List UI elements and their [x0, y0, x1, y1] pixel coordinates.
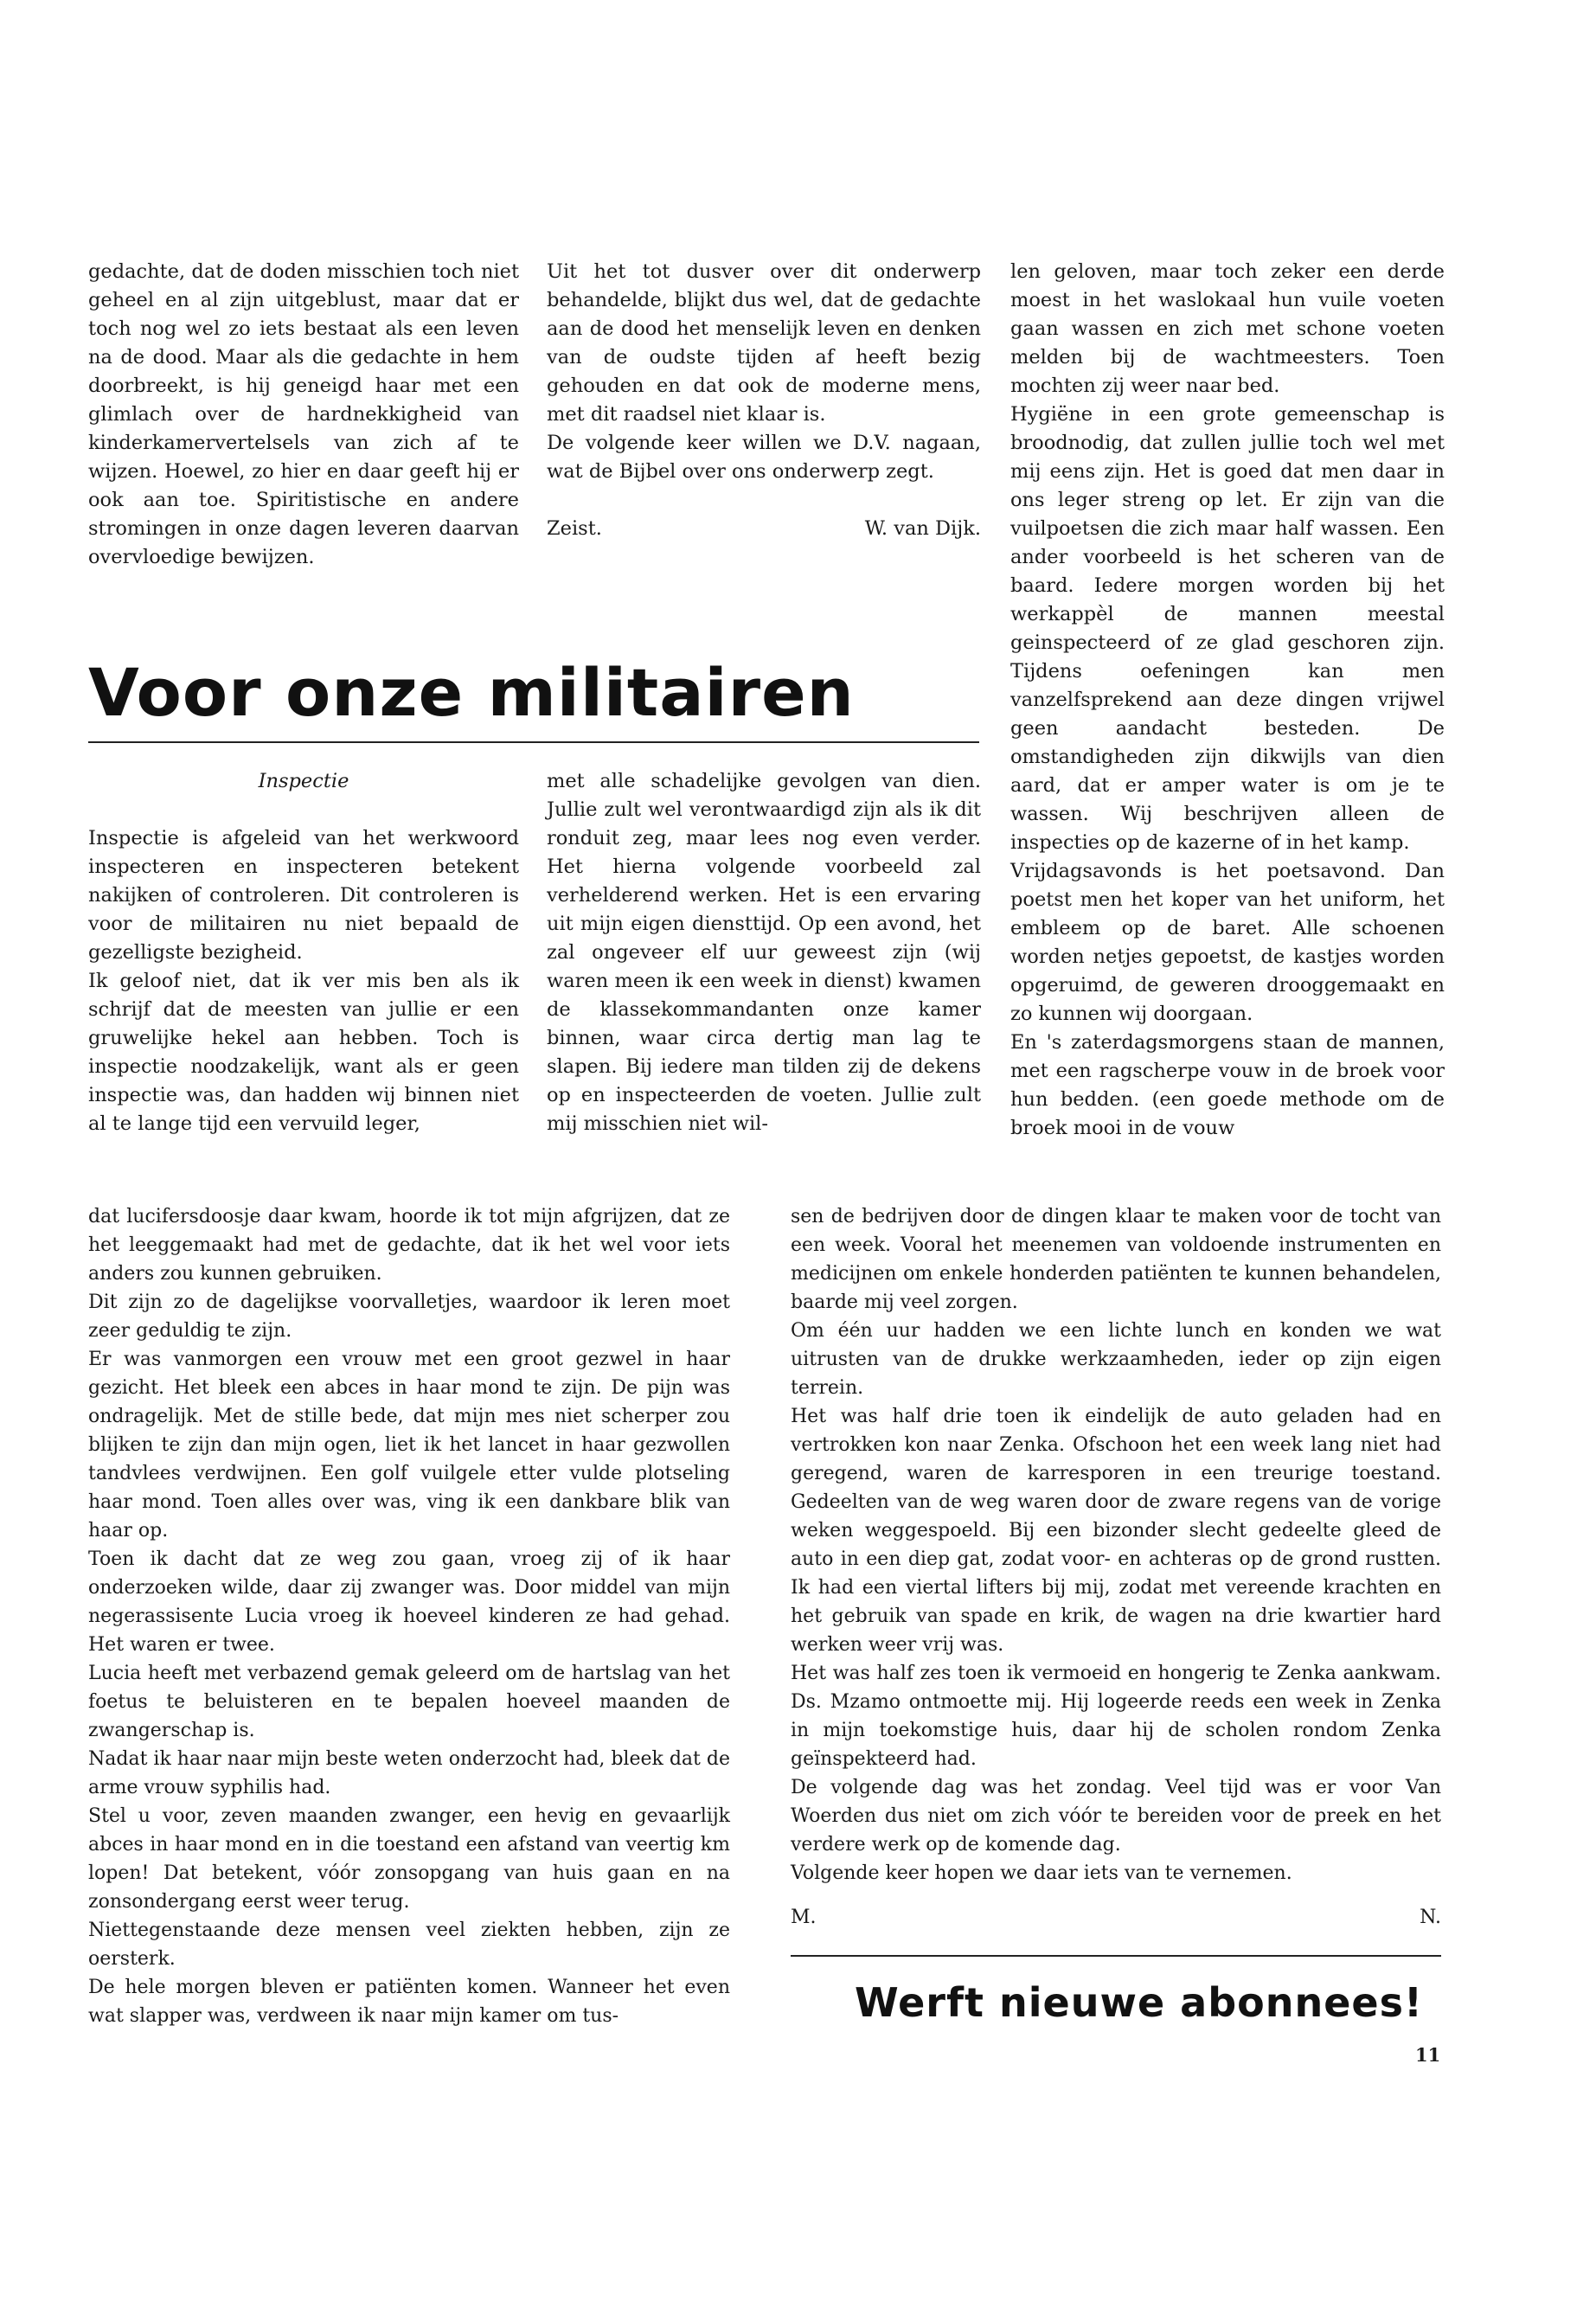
top-column-2 — [547, 258, 981, 543]
military-column-1 — [88, 767, 519, 1138]
paragraph: En 's zaterdagsmorgens staan de mannen, met een ragscherpe vouw in de broek voor hun bedden. (een goede methode om de broek mooi in de vouw — [1010, 1031, 1445, 1139]
article-headline: Voor onze militairen — [88, 654, 855, 731]
paragraph: gedachte, dat de doden misschien toch niet geheel en al zijn uitgeblust, maar dat er toch nog wel zo iets bestaat als een leven na de dood. Maar als die gedachte in hem doorbreekt, is hij geneigd haar met een glimlach over de hardnekkigheid van kinderkamervertelsels van zich af te wijzen. Hoewel, zo hier en daar geeft hij er ook aan toe. Spiritistische en andere stromingen in onze dagen leveren daarvan overvloedige bewijzen. — [88, 260, 519, 568]
paragraph: Het was half drie toen ik eindelijk de auto geladen had en vertrokken kon naar Zenka. Ofschoon het een week lang niet had geregend, waren de karresporen in een treurige toestand. Gedeelten van de weg waren door de zware regens van de vorige weken weggespoeld. Bij een bizonder slecht gedeelte gleed de auto in een diep gat, zodat voor- en achteras op de grond rustten. Ik had een viertal lifters bij mij, zodat met vereende krachten en het gebruik van spade en krik, de wagen na drie kwartier hard werken weer vrij was. — [791, 1406, 1441, 1656]
paragraph: Stel u voor, zeven maanden zwanger, een hevig en gevaarlijk abces in haar mond en in die toestand een afstand van veertig km lopen! Dat betekent, vóór zonsopgang van huis gaan en na zonsondergang eerst weer terug. — [88, 1805, 730, 1913]
right-column — [1010, 258, 1445, 1143]
article-signoff — [791, 1903, 1441, 1932]
paragraph: Nadat ik haar naar mijn beste weten onderzocht had, bleek dat de arme vrouw syphilis had. — [88, 1748, 730, 1798]
paragraph: Hygiëne in een grote gemeenschap is broodnodig, dat zullen jullie toch wel met mij eens zijn. Het is goed dat men daar in ons leger streng op let. Er zijn van die vuilpoetsen die zich maar half wassen. Een ander voorbeeld is het scheren van de baard. Iedere morgen worden bij het werkappèl de mannen meestal geinspecteerd of ze glad geschoren zijn. Tijdens oefeningen kan men vanzelfsprekend aan deze dingen vrijwel geen aandacht besteden. De omstandigheden zijn dikwijls van dien aard, dat er amper water is om je te wassen. Wij beschrijven alleen de inspecties op de kazerne of in het kamp. — [1010, 403, 1445, 854]
paragraph: met alle schadelijke gevolgen van dien. Jullie zult wel verontwaardigd zijn als ik dit ronduit zeg, maar lees nog even verder. Het hierna volgende voorbeeld zal verhelderend werken. Het is een ervaring uit mijn eigen diensttijd. Op een avond, het zal ongeveer elf uur geweest zijn (wij waren meen ik een week in dienst) kwamen de klassekommandanten onze kamer binnen, waar circa dertig man lag te slapen. Bij iedere man tilden zij de dekens op en inspecteerden de voeten. Jullie zult mij misschien niet wil- — [547, 770, 981, 1135]
signoff-initial-left: M. — [791, 1907, 817, 1928]
bottom-column-2 — [791, 1202, 1441, 1932]
headline-rule — [88, 741, 979, 743]
paragraph: Inspectie is afgeleid van het werkwoord inspecteren en inspecteren betekent nakijken of controleren. Dit controleren is voor de militairen nu niet bepaald de gezelligste bezigheid. — [88, 827, 519, 964]
paragraph: Om één uur hadden we een lichte lunch en konden we wat uitrusten van de drukke werkzaamheden, ieder op zijn eigen terrein. — [791, 1320, 1441, 1399]
paragraph: De volgende keer willen we D.V. nagaan, wat de Bijbel over ons onderwerp zegt. — [547, 432, 981, 483]
paragraph: De volgende dag was het zondag. Veel tijd was er voor Van Woerden dus niet om zich vóór te bereiden voor de preek en het verdere werk op de komende dag. — [791, 1777, 1441, 1856]
paragraph: Lucia heeft met verbazend gemak geleerd om de hartslag van het foetus te beluisteren en te bepalen hoeveel maanden de zwangerschap is. — [88, 1663, 730, 1741]
paragraph: sen de bedrijven door de dingen klaar te maken voor de tocht van een week. Vooral het meenemen van voldoende instrumenten en medicijnen om enkele honderden patiënten te kunnen behandelen, baarde mij veel zorgen. — [791, 1206, 1441, 1313]
paragraph: len geloven, maar toch zeker een derde moest in het waslokaal hun vuile voeten gaan wassen en zich met schone voeten melden bij de wachtmeesters. Toen mochten zij weer naar bed. — [1010, 260, 1445, 397]
bottom-column-1 — [88, 1202, 730, 2030]
signoff-initial-right: N. — [1420, 1907, 1441, 1928]
paragraph: Dit zijn zo de dagelijkse voorvalletjes, waardoor ik leren moet zeer geduldig te zijn. — [88, 1292, 730, 1342]
paragraph: Het was half zes toen ik vermoeid en hongerig te Zenka aankwam. Ds. Mzamo ontmoette mij. Hij logeerde reeds een week in Zenka in mijn toekomstige huis, daar hij de scholen rondom Zenka geïnspekteerd had. — [791, 1663, 1441, 1770]
top-column-1 — [88, 258, 519, 572]
paragraph: De hele morgen bleven er patiënten komen. Wanneer het even wat slapper was, verdween ik naar mijn kamer om tus- — [88, 1977, 730, 2027]
paragraph: Vrijdagsavonds is het poetsavond. Dan poetst men het koper van het uniform, het embleem op de baret. Alle schoenen worden netjes gepoetst, de kastjes worden opgeruimd, de geweren drooggemaakt en zo kunnen wij doorgaan. — [1010, 860, 1445, 1025]
paragraph: Niettegenstaande deze mensen veel ziekten hebben, zijn ze oersterk. — [88, 1920, 730, 1970]
paragraph: Volgende keer hopen we daar iets van te vernemen. — [791, 1862, 1292, 1884]
paragraph: Toen ik dacht dat ze weg zou gaan, vroeg zij of ik haar onderzoeken wilde, daar zij zwanger was. Door middel van mijn negerassisente Lucia vroeg ik hoeveel kinderen ze had gehad. Het waren er twee. — [88, 1548, 730, 1656]
article-subheading: Inspectie — [258, 770, 349, 792]
paragraph: Ik geloof niet, dat ik ver mis ben als ik schrijf dat de meesten van jullie er een gruwelijke hekel aan hebben. Toch is inspectie noodzakelijk, want als er geen inspectie was, dan hadden wij binnen niet al te lange tijd een vervuild leger, — [88, 970, 519, 1135]
signoff-place: Zeist. — [547, 517, 602, 540]
paragraph: dat lucifersdoosje daar kwam, hoorde ik tot mijn afgrijzen, dat ze het leeggemaakt had met de gedachte, dat ik het wel voor iets anders zou kunnen gebruiken. — [88, 1206, 730, 1285]
paragraph: Er was vanmorgen een vrouw met een groot gezwel in haar gezicht. Het bleek een abces in haar mond te zijn. De pijn was ondragelijk. Met de stille bede, dat mijn mes niet scherper zou blijken te zijn dan mijn ogen, liet ik het lancet in haar gezwollen tandvlees verdwijnen. Een golf vuilgele etter vulde plotseling haar mond. Toen alles over was, ving ik een dankbare blik van haar op. — [88, 1349, 730, 1541]
military-column-2 — [547, 767, 981, 1138]
signoff-author: W. van Dijk. — [864, 517, 981, 540]
page-number: 11 — [1415, 2044, 1441, 2066]
subscription-slogan: Werft nieuwe abonnees! — [855, 1979, 1423, 2026]
article-signoff — [547, 515, 981, 543]
paragraph: Uit het tot dusver over dit onderwerp behandelde, blijkt dus wel, dat de gedachte aan de dood het menselijk leven en denken van de oudste tijden af heeft bezig gehouden en dat ook de moderne mens, met dit raadsel niet klaar is. — [547, 260, 981, 426]
slogan-rule — [791, 1955, 1441, 1957]
